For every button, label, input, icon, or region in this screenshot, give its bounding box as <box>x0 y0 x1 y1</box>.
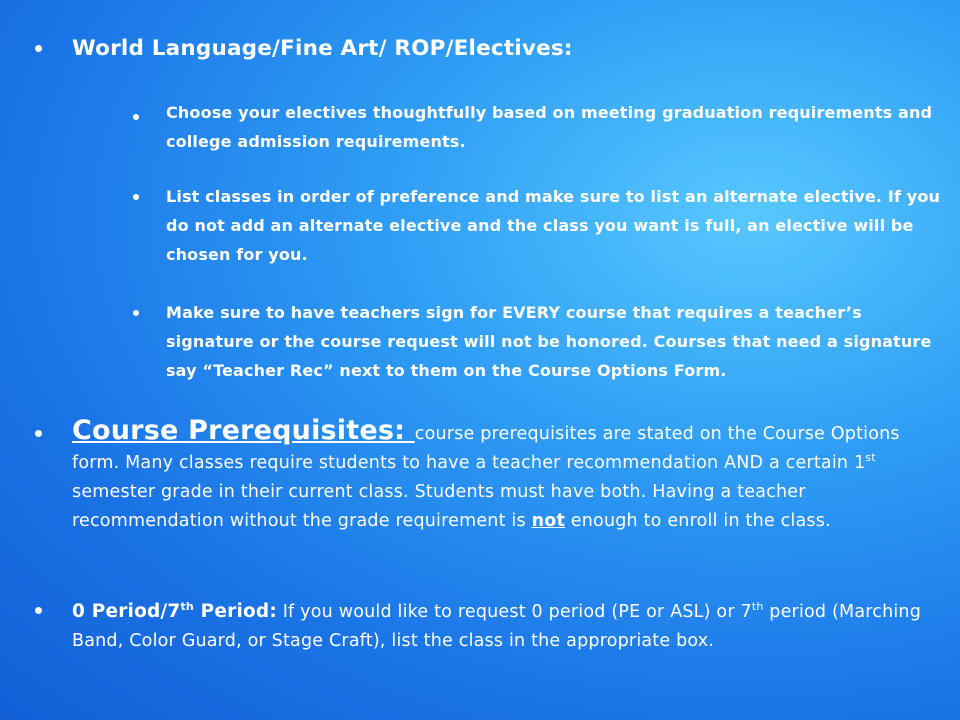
prerequisites-sup: st <box>865 451 876 465</box>
period-text-a: If you would like to request 0 period (PE or ASL) or 7 <box>276 602 752 622</box>
period-paragraph <box>72 597 952 656</box>
bullet-dot <box>35 45 42 52</box>
prerequisites-title: Course Prerequisites: <box>72 415 415 446</box>
prerequisites-paragraph <box>72 416 952 536</box>
sub-bullet-dot <box>133 310 139 316</box>
elective-tip-1: Choose your electives thoughtfully based on meeting graduation requirements and college admission requirements. <box>166 103 933 151</box>
elective-tip-3: Make sure to have teachers sign for EVERY course that requires a teacher’s signature or the course request will not be honored. Courses that need a signature say “Teacher Rec” next to them on the Course Options Form. <box>166 303 932 380</box>
elective-tip-2: List classes in order of preference and make sure to list an alternate elective. If you do not add an alternate elective and the class you want is full, an elective will be chosen for you. <box>166 187 941 264</box>
prerequisites-text-c: enough to enroll in the class. <box>565 511 831 531</box>
period-title <box>72 601 277 622</box>
bullet-dot <box>35 430 42 437</box>
period-text-b: period (Marching Band, Color Guard, or Stage Craft), list the class in the appropriate box. <box>72 602 922 651</box>
period-title-a: 0 Period/7 <box>72 601 181 622</box>
sub-bullet-dot <box>133 194 139 200</box>
prerequisites-text-b: semester grade in their current class. Students must have both. Having a teacher recommendation without the grade requirement is <box>72 482 806 531</box>
bullet-dot <box>35 607 42 614</box>
period-title-b: Period: <box>193 601 277 622</box>
prerequisites-emphasis: not <box>531 511 566 531</box>
prerequisites-text-a: course prerequisites are stated on the Course Options form. Many classes require students to have a teacher recommendation AND a certain 1 <box>72 424 900 473</box>
sub-bullet-dot <box>133 114 139 120</box>
period-title-sup: th <box>180 599 194 613</box>
period-text-sup: th <box>751 600 764 614</box>
section-title-electives: World Language/Fine Art/ ROP/Electives: <box>72 36 573 61</box>
